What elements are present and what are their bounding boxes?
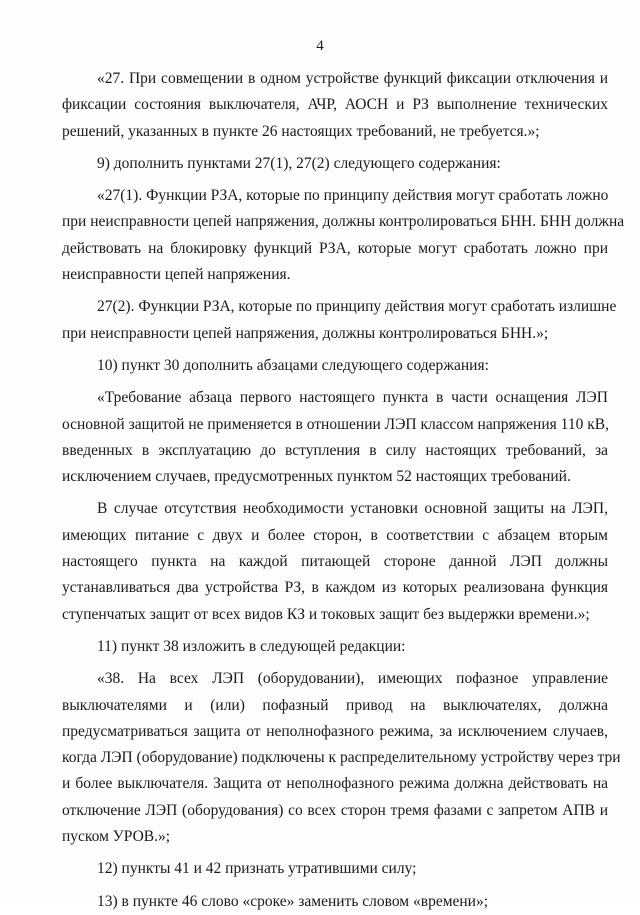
paragraph <box>62 353 608 379</box>
text-line: 13) в пункте 46 слово «сроке» заменить словом «времени»; <box>97 892 489 910</box>
text-line: «Требование абзаца первого настоящего пункта в части оснащения ЛЭП <box>97 389 608 407</box>
text-line: когда ЛЭП (оборудование) подключены к распределительному устройству через три <box>62 749 621 767</box>
text-line: при неисправности цепей напряжения, должны контролироваться БНН. БНН должна <box>62 213 625 231</box>
text-line: при неисправности цепей напряжения, должны контролироваться БНН.»; <box>62 324 549 342</box>
paragraph <box>62 889 608 915</box>
text-line: устанавливаться два устройства РЗ, в каждом из которых реализована функция <box>62 579 608 597</box>
paragraph <box>62 183 625 288</box>
text-line: отключение ЛЭП (оборудования) со всех сторон тремя фазами с запретом АПВ и <box>62 801 608 819</box>
text-line: предусматриваться защита от неполнофазного режима, за исключением случаев, <box>62 722 608 740</box>
page-number: 4 <box>316 38 324 54</box>
paragraph <box>62 634 608 660</box>
text-line: основной защитой не применяется в отношении ЛЭП классом напряжения 110 кВ, <box>62 415 609 433</box>
text-line: 11) пункт 38 изложить в следующей редакции: <box>97 637 406 655</box>
text-line: фиксации состояния выключателя, АЧР, АОСН и РЗ выполнение технических <box>62 96 608 114</box>
paragraph <box>62 385 608 490</box>
text-line: настоящего пункта на каждой питающей стороне данной ЛЭП должны <box>62 553 608 571</box>
paragraph <box>62 666 621 850</box>
text-line: В случае отсутствия необходимости установки основной защиты на ЛЭП, <box>97 500 608 518</box>
document-body <box>62 66 625 915</box>
text-line: неисправности цепей напряжения. <box>62 266 291 284</box>
text-line: 10) пункт 30 дополнить абзацами следующего содержания: <box>97 356 489 374</box>
text-line: имеющих питание с двух и более сторон, в соответствии с абзацем вторым <box>62 526 608 544</box>
paragraph <box>62 856 608 882</box>
text-line: 9) дополнить пунктами 27(1), 27(2) следующего содержания: <box>97 154 501 172</box>
text-line: введенных в эксплуатацию до вступления в силу настоящих требований, за <box>62 441 608 459</box>
text-line: исключением случаев, предусмотренных пунктом 52 настоящих требований. <box>62 468 571 486</box>
text-line: выключателями и (или) пофазный привод на выключателях, должна <box>62 696 608 714</box>
text-line: «27. При совмещении в одном устройстве функций фиксации отключения и <box>97 70 608 87</box>
text-line: решений, указанных в пункте 26 настоящих требований, не требуется.»; <box>62 122 540 140</box>
text-line: пуском УРОВ.»; <box>62 828 171 846</box>
paragraph <box>62 66 608 145</box>
text-line: ступенчатых защит от всех видов КЗ и токовых защит без выдержки времени.»; <box>62 605 590 623</box>
text-line: и более выключателя. Защита от неполнофазного режима должна действовать на <box>62 775 608 793</box>
text-line: «27(1). Функции РЗА, которые по принципу действия могут сработать ложно <box>97 187 609 205</box>
text-line: 12) пункты 41 и 42 признать утратившими силу; <box>97 860 417 878</box>
paragraph <box>62 294 617 347</box>
paragraph <box>62 496 608 627</box>
text-line: «38. На всех ЛЭП (оборудовании), имеющих пофазное управление <box>97 670 608 688</box>
paragraph <box>62 151 608 177</box>
text-line: 27(2). Функции РЗА, которые по принципу действия могут сработать излишне <box>97 298 617 316</box>
text-line: действовать на блокировку функций РЗА, которые могут сработать ложно при <box>62 239 608 257</box>
